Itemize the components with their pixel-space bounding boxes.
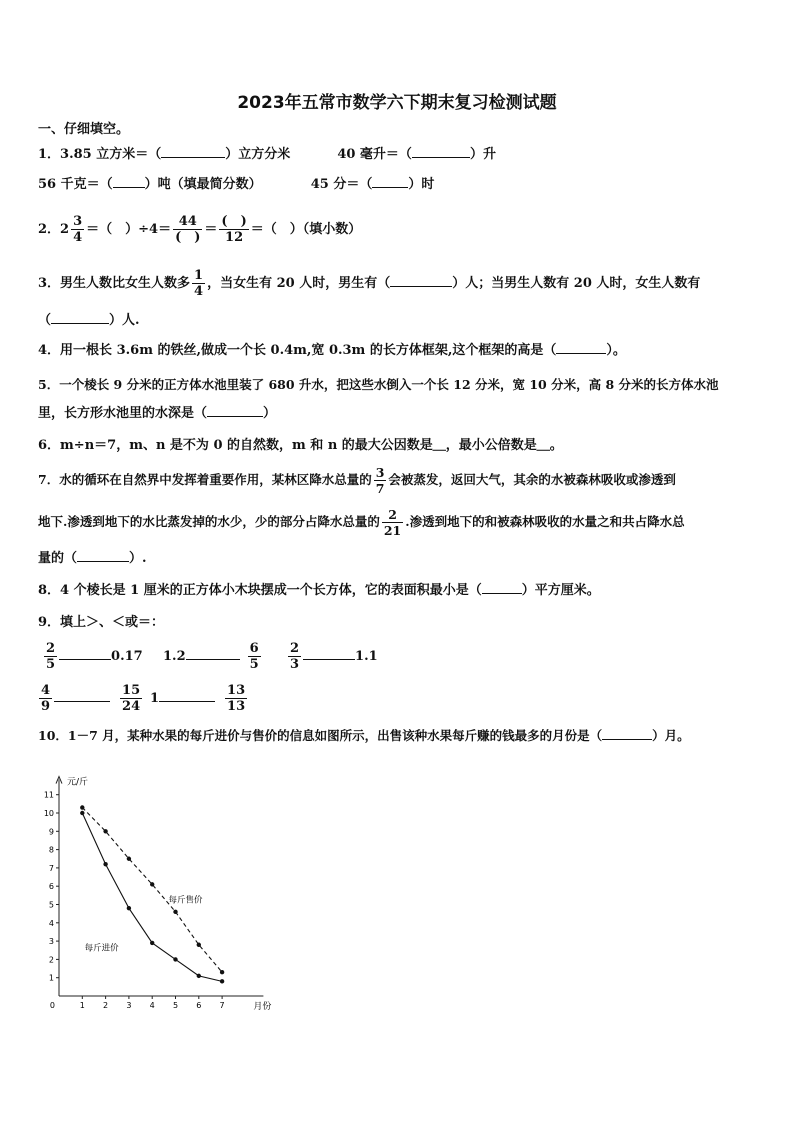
series-label-cost-price: 每斤进价 [84, 943, 119, 954]
data-point [80, 811, 84, 815]
fraction: 44 ( ) [175, 214, 201, 245]
question-7-line-2: 地下.渗透到地下的水比蒸发掉的水少，少的部分占降水总量的 $\frac{2}{21}$ .渗透到地下的和被森林吸收的水量之和共占降水总 [38, 507, 685, 538]
data-point [150, 941, 154, 945]
question-2: 2．2 $\frac{3}{4}$ ＝（ ）÷4＝ 44 ( ) ＝ ( ) 12 ＝（ ）（填小数） [38, 214, 362, 245]
question-5-line-2: 里，长方形水池里的水深是（ ） [38, 406, 277, 421]
y-axis-label: 元/斤 [67, 777, 89, 788]
question-8: 8．4 个棱长是 1 厘米的正方体小木块摆成一个长方体，它的表面积最小是（ ）平方厘米。 [38, 583, 600, 598]
fraction: $\frac{4}{9}$ [41, 683, 51, 714]
data-point [103, 862, 107, 866]
compare-item-4 [37, 683, 144, 714]
fraction: $\frac{1}{4}$ [194, 268, 204, 299]
price-line-chart [40, 760, 300, 1016]
section-heading: 一、仔细填空。 [38, 122, 130, 137]
y-tick-label: 5 [48, 900, 54, 910]
data-point [80, 805, 84, 809]
data-point [173, 957, 177, 961]
x-tick-label: 2 [103, 1001, 109, 1010]
page-title: 2023年五常市数学六下期末复习检测试题 [237, 93, 557, 113]
question-3-line-1: 3．男生人数比女生人数多 $\frac{1}{4}$ ，当女生有 20 人时，男生有（ ）人；当男生人数有 20 人时，女生人数有 [38, 268, 701, 299]
compare-item-5: 1 $\frac{13}{13}$ [150, 683, 246, 714]
question-10: 10．1－7 月，某种水果的每斤进价与售价的信息如图所示，出售该种水果每斤赚的钱最多的月份是（ ）月。 [38, 728, 690, 743]
data-point [220, 970, 224, 974]
data-point [127, 906, 131, 910]
fraction: $\frac{2}{5}$ [46, 641, 56, 672]
x-tick-label: 3 [126, 1001, 132, 1010]
y-tick-label: 9 [48, 827, 54, 837]
fraction: ( ) 12 [221, 214, 247, 245]
fraction: $\frac{3}{4}$ [73, 214, 83, 245]
fraction: $\frac{13}{13}$ [227, 683, 246, 714]
question-5-line-1: 5．一个棱长 9 分米的正方体水池里装了 680 升水，把这些水倒入一个长 12 分米，宽 10 分米，高 8 分米的长方体水池 [38, 377, 719, 392]
data-point [173, 910, 177, 914]
x-tick-label: 6 [196, 1001, 202, 1010]
question-1-line-1: 1．3.85 立方米＝（ ）立方分米 40 毫升＝（ ）升 [38, 147, 496, 162]
y-tick-label: 11 [43, 790, 54, 800]
data-point [150, 882, 154, 886]
data-point [220, 979, 224, 983]
x-tick-label: 7 [219, 1001, 225, 1010]
y-tick-label: 7 [48, 863, 54, 873]
y-tick-label: 1 [48, 973, 54, 983]
y-tick-label: 2 [48, 955, 54, 965]
question-6: 6．m÷n＝7，m、n 是不为 0 的自然数，m 和 n 的最大公因数是＿，最小公倍数是＿。 [38, 438, 563, 453]
data-point [103, 829, 107, 833]
fraction: $\frac{2}{3}$ [290, 641, 300, 672]
compare-item-3: $\frac{2}{3}$ 1.1 [290, 641, 378, 672]
x-tick-label: 5 [172, 1001, 179, 1010]
x-tick-label: 4 [149, 1001, 155, 1010]
question-7-line-1: 7．水的循环在自然界中发挥着重要作用，某林区降水总量的 $\frac{3}{7}$ 会被蒸发，返回大气，其余的水被森林吸收或渗透到 [38, 465, 676, 496]
question-9: 9．填上＞、＜或＝： [38, 615, 165, 630]
fraction: $\frac{2}{21}$ [383, 507, 402, 538]
question-1-line-2: 56 千克＝（ ）吨（填最简分数） 45 分＝（ ）时 [38, 177, 435, 192]
fraction: $\frac{15}{24}$ [122, 683, 141, 714]
origin-label: 0 [49, 1001, 55, 1010]
y-tick-label: 4 [48, 918, 54, 928]
y-tick-label: 6 [48, 882, 54, 892]
question-7-line-3: 量的（ ）. [38, 551, 147, 566]
y-tick-label: 8 [48, 845, 54, 855]
fraction: $\frac{3}{7}$ [375, 465, 385, 496]
x-axis-label: 月份 [253, 1002, 272, 1012]
data-point [197, 974, 201, 978]
question-4: 4．用一根长 3.6m 的铁丝,做成一个长 0.4m,宽 0.3m 的长方体框架,这个框架的高是（ ）。 [38, 343, 626, 358]
y-tick-label: 3 [48, 937, 54, 947]
x-tick-label: 1 [79, 1001, 85, 1010]
data-point [127, 857, 131, 861]
fraction: $\frac{6}{5}$ [249, 641, 259, 672]
series-label-sale-price: 每斤售价 [168, 895, 203, 906]
data-point [197, 943, 201, 947]
y-tick-label: 10 [43, 809, 54, 818]
compare-item-2: 1.2 $\frac{6}{5}$ [163, 641, 259, 672]
question-3-line-2: （ ）人. [38, 313, 140, 328]
compare-item-1: $\frac{2}{5}$ 0.17 [46, 641, 143, 672]
